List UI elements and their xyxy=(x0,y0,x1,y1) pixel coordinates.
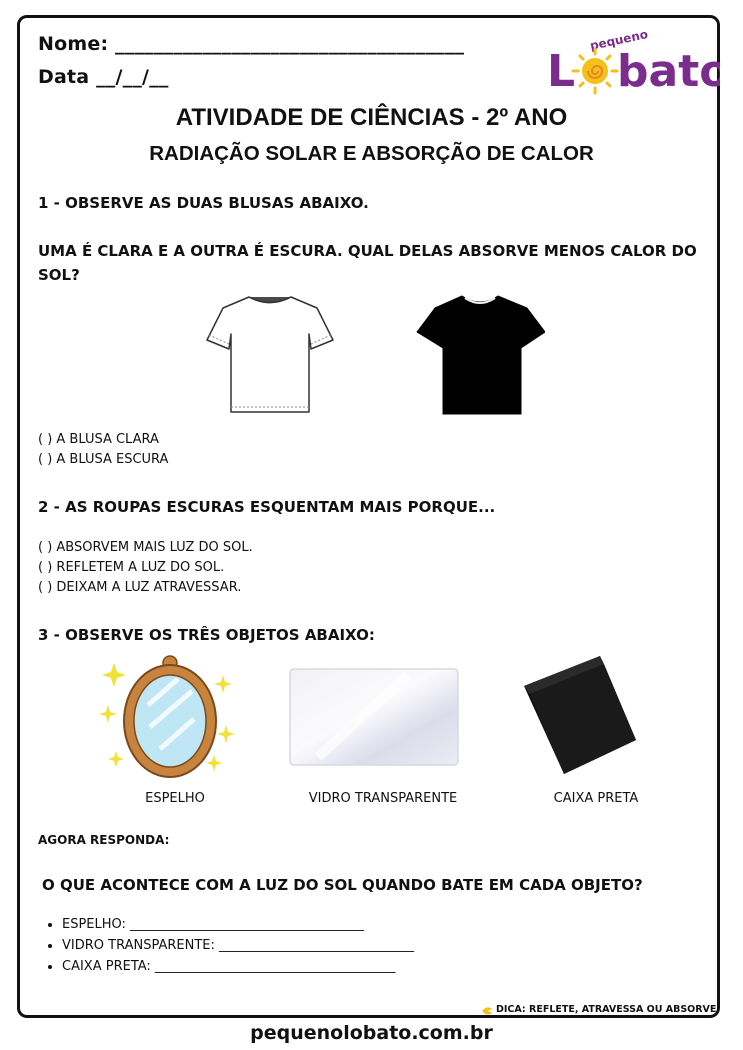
q2-title: 2 - AS ROUPAS ESCURAS ESQUENTAM MAIS PORQUE... xyxy=(38,498,496,516)
white-shirt-icon xyxy=(205,294,335,419)
q3-question: O QUE ACONTECE COM A LUZ DO SOL QUANDO BATE EM CADA OBJETO? xyxy=(42,876,643,894)
caption-box: CAIXA PRETA xyxy=(553,791,639,806)
logo-small-text: pequeno xyxy=(588,27,650,53)
black-shirt-icon xyxy=(415,294,545,421)
black-box-icon xyxy=(520,654,640,783)
tip-text: DICA: REFLETE, ATRAVESSA OU ABSORVE xyxy=(496,1004,717,1015)
page-subtitle: RADIAÇÃO SOLAR E ABSORÇÃO DE CALOR xyxy=(149,142,594,165)
footer-url: pequenolobato.com.br xyxy=(250,1022,493,1044)
q1-text: UMA É CLARA E A OUTRA É ESCURA. QUAL DELAS ABSORVE MENOS CALOR DO SOL? xyxy=(38,242,697,284)
answer-line-glass[interactable]: • VIDRO TRANSPARENTE: ______________________________ xyxy=(62,935,414,956)
glass-icon xyxy=(288,667,460,772)
q2-option-3[interactable]: ( ) DEIXAM A LUZ ATRAVESSAR. xyxy=(38,580,242,595)
answer-line-box[interactable]: • CAIXA PRETA: _____________________________________ xyxy=(62,956,414,977)
logo-letter-l: L xyxy=(547,46,576,97)
page-title: ATIVIDADE DE CIÊNCIAS - 2º ANO xyxy=(175,104,568,131)
answer-line-mirror[interactable]: • ESPELHO: ____________________________________ xyxy=(62,914,414,935)
q1-option-1[interactable]: ( ) A BLUSA CLARA xyxy=(38,432,159,447)
q2-option-2[interactable]: ( ) REFLETEM A LUZ DO SOL. xyxy=(38,560,225,575)
caption-mirror: ESPELHO xyxy=(145,791,205,806)
sun-icon xyxy=(573,49,617,93)
q2-option-1[interactable]: ( ) ABSORVEM MAIS LUZ DO SOL. xyxy=(38,540,253,555)
tip-pointer-icon xyxy=(481,1004,493,1022)
q3-title: 3 - OBSERVE OS TRÊS OBJETOS ABAIXO: xyxy=(38,626,375,644)
logo xyxy=(545,26,720,106)
caption-glass: VIDRO TRANSPARENTE xyxy=(308,791,458,806)
name-field: Nome: ____________________________________ xyxy=(38,33,465,55)
q1-option-2[interactable]: ( ) A BLUSA ESCURA xyxy=(38,452,169,467)
logo-rest-text: bato xyxy=(617,46,720,97)
answer-label: AGORA RESPONDA: xyxy=(38,833,170,847)
date-field: Data __/__/__ xyxy=(38,66,169,88)
mirror-icon xyxy=(98,655,238,785)
q1-title: 1 - OBSERVE AS DUAS BLUSAS ABAIXO. xyxy=(38,194,369,212)
answer-lines xyxy=(38,914,414,977)
